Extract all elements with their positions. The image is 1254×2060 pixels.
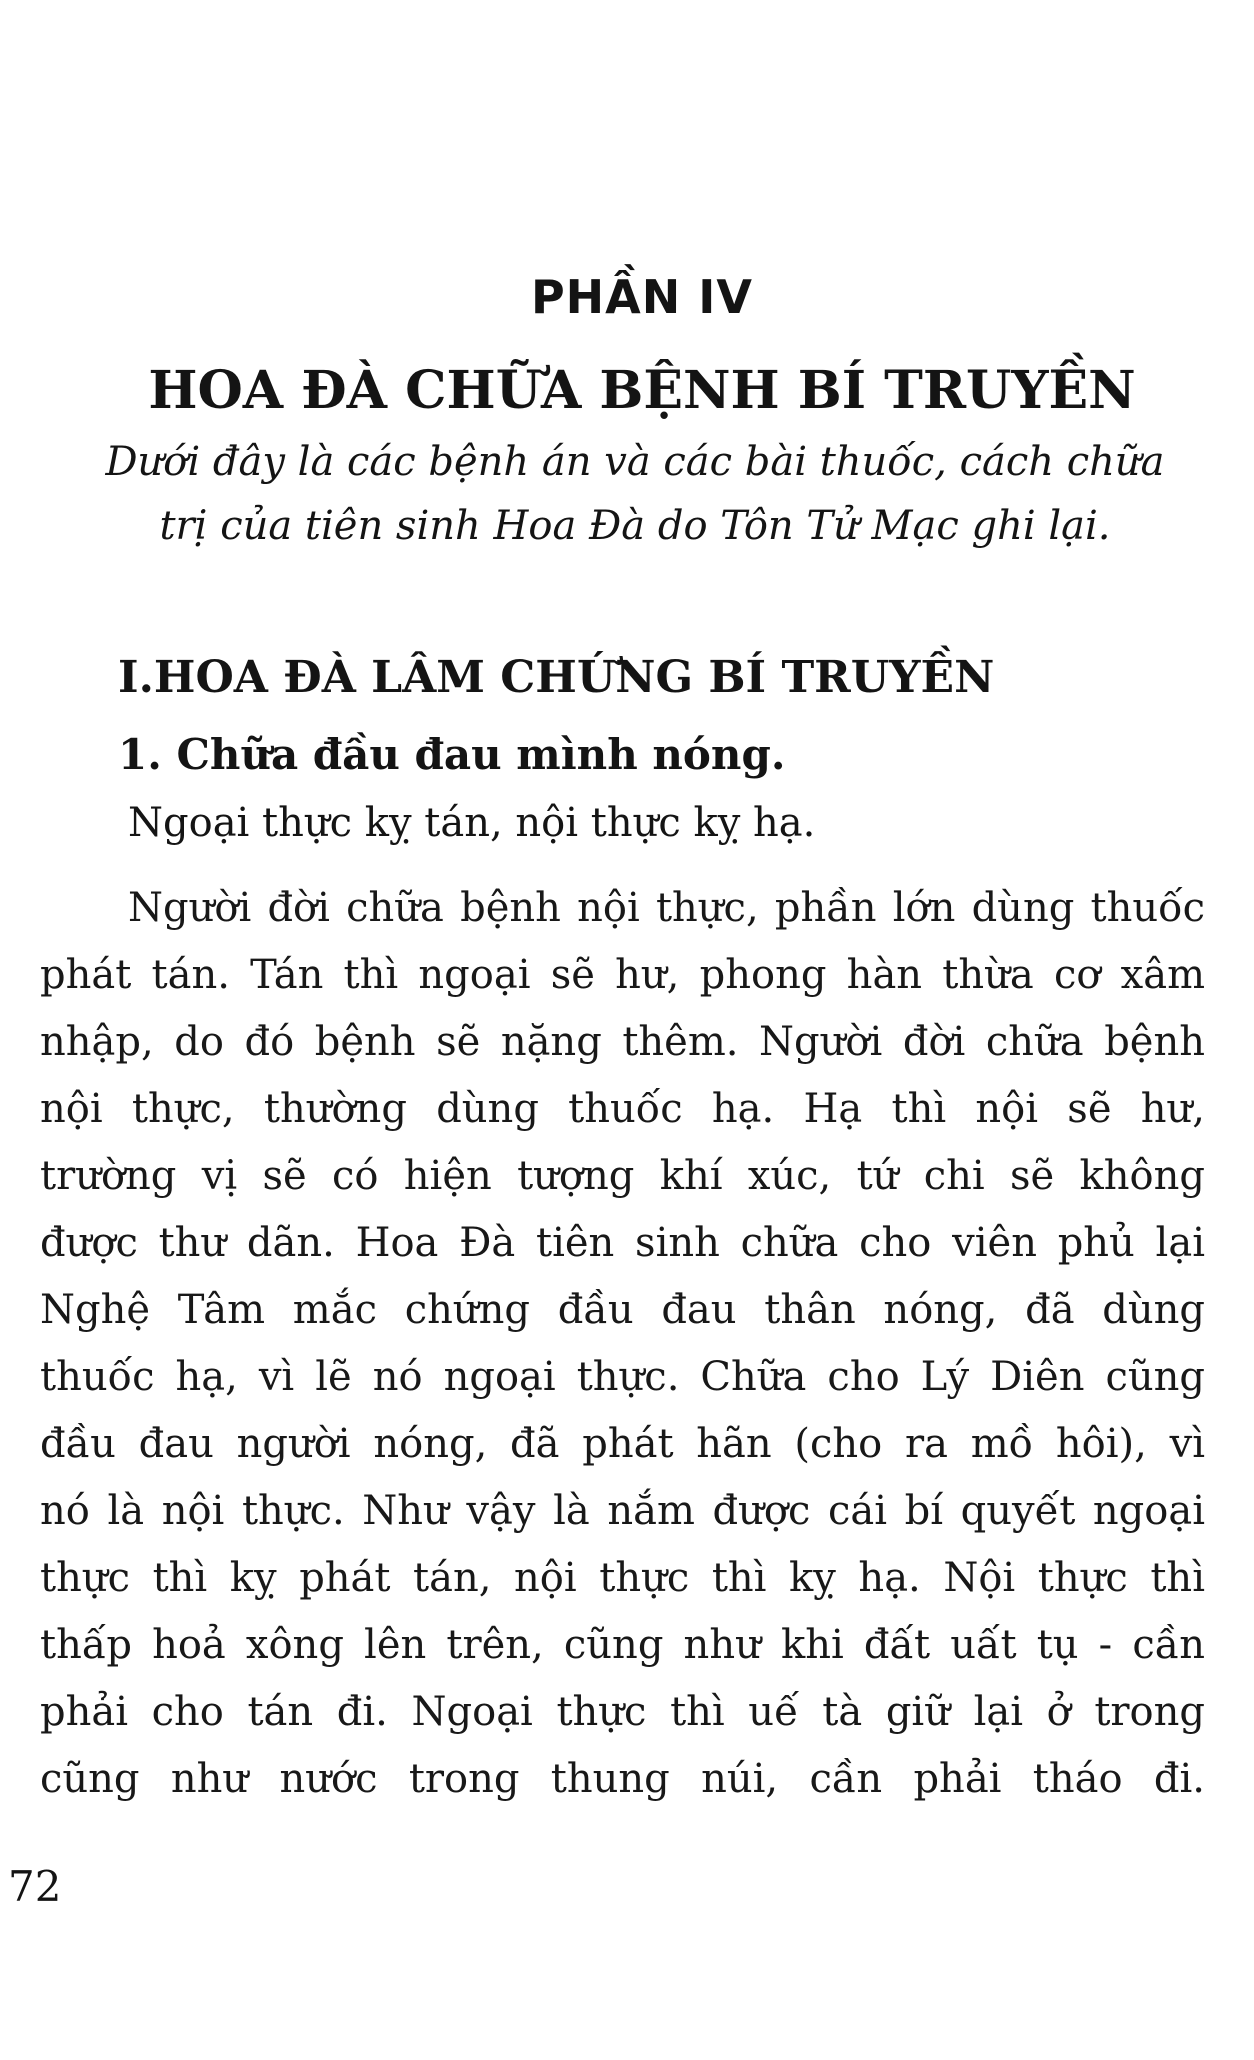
body-paragraph: [40, 875, 1205, 1813]
paragraph-line: trường vị sẽ có hiện tượng khí xúc, tứ chi sẽ không: [40, 1153, 1205, 1199]
paragraph-line: cũng như nước trong thung núi, cần phải tháo đi.: [40, 1756, 1205, 1802]
page-number: 72: [8, 1862, 62, 1911]
paragraph-line: nội thực, thường dùng thuốc hạ. Hạ thì nội sẽ hư,: [40, 1086, 1205, 1132]
paragraph-line: được thư dãn. Hoa Đà tiên sinh chữa cho viên phủ lại: [40, 1220, 1205, 1266]
paragraph-line: Người đời chữa bệnh nội thực, phần lớn dùng thuốc: [128, 885, 1205, 931]
paragraph-line: nhập, do đó bệnh sẽ nặng thêm. Người đời chữa bệnh: [40, 1019, 1205, 1065]
paragraph-line: phải cho tán đi. Ngoại thực thì uế tà giữ lại ở trong: [40, 1689, 1205, 1735]
paragraph-line: Nghệ Tâm mắc chứng đầu đau thân nóng, đã dùng: [40, 1287, 1205, 1333]
paragraph-line: đầu đau người nóng, đã phát hãn (cho ra mồ hôi), vì: [40, 1421, 1205, 1467]
paragraph-line: thấp hoả xông lên trên, cũng như khi đất uất tụ - cần: [40, 1622, 1205, 1668]
paragraph-line: thuốc hạ, vì lẽ nó ngoại thực. Chữa cho Lý Diên cũng: [40, 1354, 1205, 1400]
lead-line: Ngoại thực kỵ tán, nội thực kỵ hạ.: [128, 800, 816, 846]
intro-text: [75, 430, 1195, 558]
section-title: I.HOA ĐÀ LÂM CHỨNG BÍ TRUYỀN: [118, 652, 995, 703]
part-label: PHẦN IV: [530, 270, 754, 324]
main-title: HOA ĐÀ CHỮA BỆNH BÍ TRUYỀN: [148, 360, 1136, 421]
paragraph-line: thực thì kỵ phát tán, nội thực thì kỵ hạ. Nội thực thì: [40, 1555, 1205, 1601]
intro-line: Dưới đây là các bệnh án và các bài thuốc, cách chữa: [105, 439, 1165, 485]
paragraph-line: phát tán. Tán thì ngoại sẽ hư, phong hàn thừa cơ xâm: [40, 952, 1205, 998]
subsection-title: 1. Chữa đầu đau mình nóng.: [118, 730, 786, 779]
paragraph-line: nó là nội thực. Như vậy là nắm được cái bí quyết ngoại: [40, 1488, 1205, 1534]
intro-line: trị của tiên sinh Hoa Đà do Tôn Tử Mạc ghi lại.: [159, 503, 1111, 549]
